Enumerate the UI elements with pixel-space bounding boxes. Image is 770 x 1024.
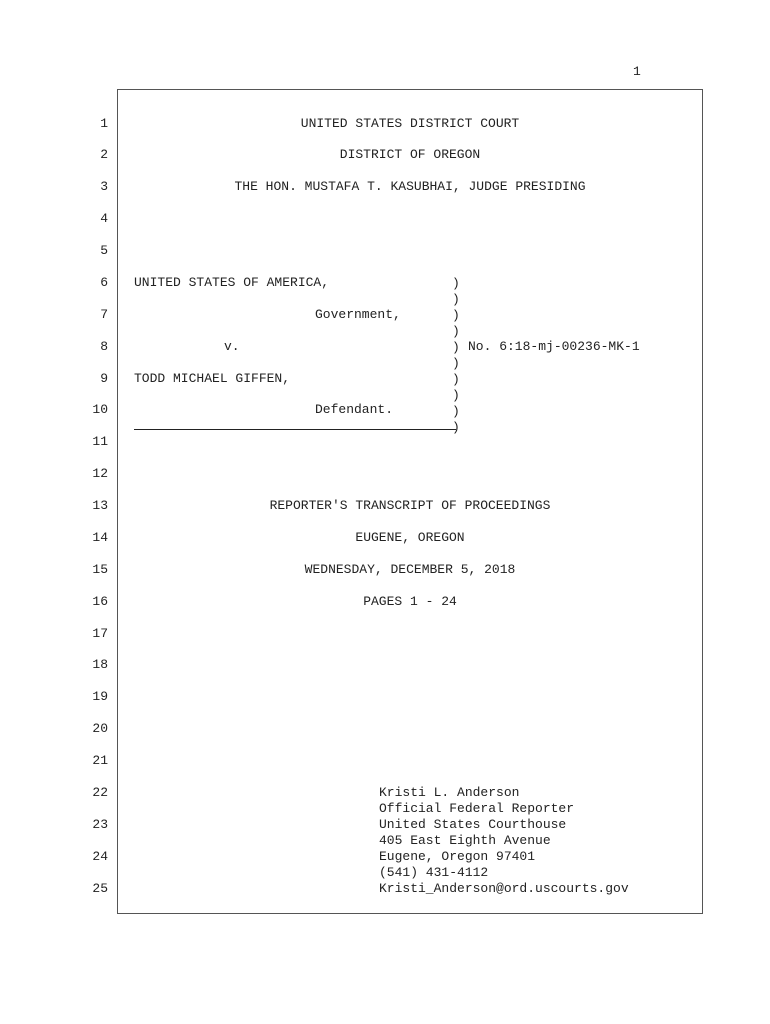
plaintiff-role: Government, [315, 307, 401, 322]
line-number: 12 [92, 466, 108, 481]
court-name: UNITED STATES DISTRICT COURT [300, 116, 520, 131]
line-number: 11 [92, 434, 108, 449]
defendant-role: Defendant. [315, 402, 394, 417]
line-number: 19 [92, 689, 108, 704]
line-number: 5 [100, 243, 108, 258]
case-number: No. 6:18-mj-00236-MK-1 [468, 339, 640, 354]
presiding-judge: THE HON. MUSTAFA T. KASUBHAI, JUDGE PRESIDING [234, 179, 586, 194]
line-number: 6 [100, 275, 108, 290]
line-number: 7 [100, 307, 108, 322]
line-number: 8 [100, 339, 108, 354]
versus: v. [224, 339, 240, 354]
line-number: 25 [92, 881, 108, 896]
line-number: 21 [92, 753, 108, 768]
line-number: 10 [92, 402, 108, 417]
reporter-city: Eugene, Oregon 97401 [379, 849, 536, 864]
line-number: 20 [92, 721, 108, 736]
transcript-title: REPORTER'S TRANSCRIPT OF PROCEEDINGS [269, 498, 551, 513]
line-number: 18 [92, 657, 108, 672]
reporter-name: Kristi L. Anderson [379, 785, 520, 800]
plaintiff-name: UNITED STATES OF AMERICA, [134, 275, 330, 290]
caption-paren-column: ) ) ) ) ) ) ) ) ) ) [452, 276, 460, 435]
proceeding-location: EUGENE, OREGON [355, 530, 465, 545]
reporter-block [379, 785, 629, 897]
line-number: 22 [92, 785, 108, 800]
line-number: 9 [100, 371, 108, 386]
defendant-name: TODD MICHAEL GIFFEN, [134, 371, 291, 386]
reporter-title: Official Federal Reporter [379, 801, 575, 816]
line-number: 3 [100, 179, 108, 194]
line-number: 23 [92, 817, 108, 832]
line-number: 4 [100, 211, 108, 226]
reporter-phone: (541) 431-4112 [379, 865, 489, 880]
line-number: 13 [92, 498, 108, 513]
line-number: 17 [92, 626, 108, 641]
line-number: 14 [92, 530, 108, 545]
proceeding-date: WEDNESDAY, DECEMBER 5, 2018 [304, 562, 516, 577]
page-range: PAGES 1 - 24 [363, 594, 457, 609]
line-number: 24 [92, 849, 108, 864]
page-number: 1 [633, 64, 641, 79]
reporter-email: Kristi_Anderson@ord.uscourts.gov [379, 881, 629, 896]
reporter-street: 405 East Eighth Avenue [379, 833, 551, 848]
caption-underline [134, 429, 456, 430]
line-number: 15 [92, 562, 108, 577]
district-name: DISTRICT OF OREGON [339, 147, 481, 162]
line-number: 1 [100, 116, 108, 131]
reporter-building: United States Courthouse [379, 817, 567, 832]
line-number: 2 [100, 147, 108, 162]
line-number: 16 [92, 594, 108, 609]
